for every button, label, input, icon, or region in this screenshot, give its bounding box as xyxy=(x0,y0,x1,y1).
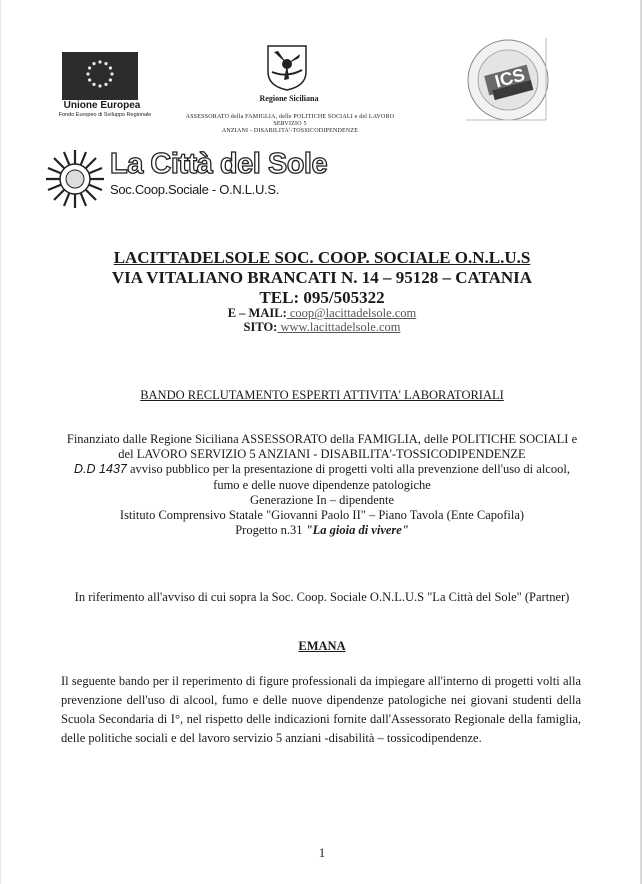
progetto-prefix: Progetto n.31 xyxy=(235,523,306,538)
org-site xyxy=(0,320,644,335)
financing-line: del LAVORO SERVIZIO 5 ANZIANI - DISABILITA'-TOSSICODIPENDENZE xyxy=(118,447,526,462)
financing-line: Istituto Comprensivo Statale "Giovanni Paolo II" – Piano Tavola (Ente Capofila) xyxy=(119,508,525,523)
scan-edge-right xyxy=(640,0,642,884)
emana-heading: EMANA xyxy=(298,639,346,653)
page-number: 1 xyxy=(318,846,326,860)
region-title: Regione Siciliana xyxy=(259,94,319,103)
site-link[interactable]: www.lacittadelsole.com xyxy=(277,320,401,334)
org-email xyxy=(0,306,644,321)
financing-line: Finanziato dalle Regione Siciliana ASSESSORATO della FAMIGLIA, delle POLITICHE SOCIALI e xyxy=(66,432,578,446)
assessorato-text xyxy=(170,114,410,135)
assessorato-line: ANZIANI - DISABILITA'-TOSSICODIPENDENZE xyxy=(221,128,359,134)
riferimento-text: In riferimento all'avviso di cui sopra la Soc. Coop. Sociale O.N.L.U.S "La Città del Sole" (Partner) xyxy=(74,590,570,604)
financing-line: Generazione In – dipendente xyxy=(249,492,395,507)
org-address: VIA VITALIANO BRANCATI N. 14 – 95128 – CATANIA xyxy=(111,268,533,287)
trinacria-crest-logo xyxy=(262,42,312,92)
org-logo-name: La Città del Sole xyxy=(110,148,328,180)
progetto-title: "La gioia di vivere" xyxy=(305,523,409,538)
financing-line xyxy=(40,462,604,477)
eu-subtitle: Fondo Europeo di Sviluppo Regionale xyxy=(58,112,152,118)
dd-reference: D.D 1437 xyxy=(74,462,127,477)
assessorato-line: SERVIZIO 5 xyxy=(273,121,307,127)
org-tel: TEL: 095/505322 xyxy=(259,288,385,307)
financing-text: avviso pubblico per la presentazione di progetti volti alla prevenzione dell'uso di alcool, xyxy=(126,462,570,477)
eu-flag-logo xyxy=(62,52,138,100)
financing-line: fumo e delle nuove dipendenze patologiche xyxy=(213,477,431,492)
eu-title: Unione Europea xyxy=(63,100,141,111)
sun-logo xyxy=(44,148,106,210)
site-label: SITO: xyxy=(243,320,278,334)
ics-school-logo xyxy=(462,34,554,126)
ics-logo-text: ICS xyxy=(492,64,527,92)
assessorato-line: ASSESSORATO della FAMIGLIA, delle POLITICHE SOCIALI e del LAVORO xyxy=(185,114,395,120)
financing-line xyxy=(40,523,604,538)
email-link[interactable]: coop@lacittadelsole.com xyxy=(286,306,417,320)
bando-title: BANDO RECLUTAMENTO ESPERTI ATTIVITA' LABORATORIALI xyxy=(140,388,504,402)
scan-edge-left xyxy=(0,0,1,884)
org-logo-subtitle: Soc.Coop.Sociale - O.N.L.U.S. xyxy=(110,182,280,197)
financing-block xyxy=(40,432,604,538)
org-name: LACITTADELSOLE SOC. COOP. SOCIALE O.N.L.U.S xyxy=(113,248,531,267)
email-label: E – MAIL: xyxy=(227,306,287,320)
body-paragraph: Il seguente bando per il reperimento di figure professionali da impiegare all'interno di progetti volti alla prevenzione dell'uso di alcool, fumo e delle nuove dipendenze patologiche nei giovani studenti della Scuola Secondaria di I°, nel rispetto delle indicazioni fornite dall'Assessorato Regionale della famiglia, delle politiche sociali e del lavoro servizio 5 anziani -disabilità – tossicodipendenze. xyxy=(61,674,581,745)
